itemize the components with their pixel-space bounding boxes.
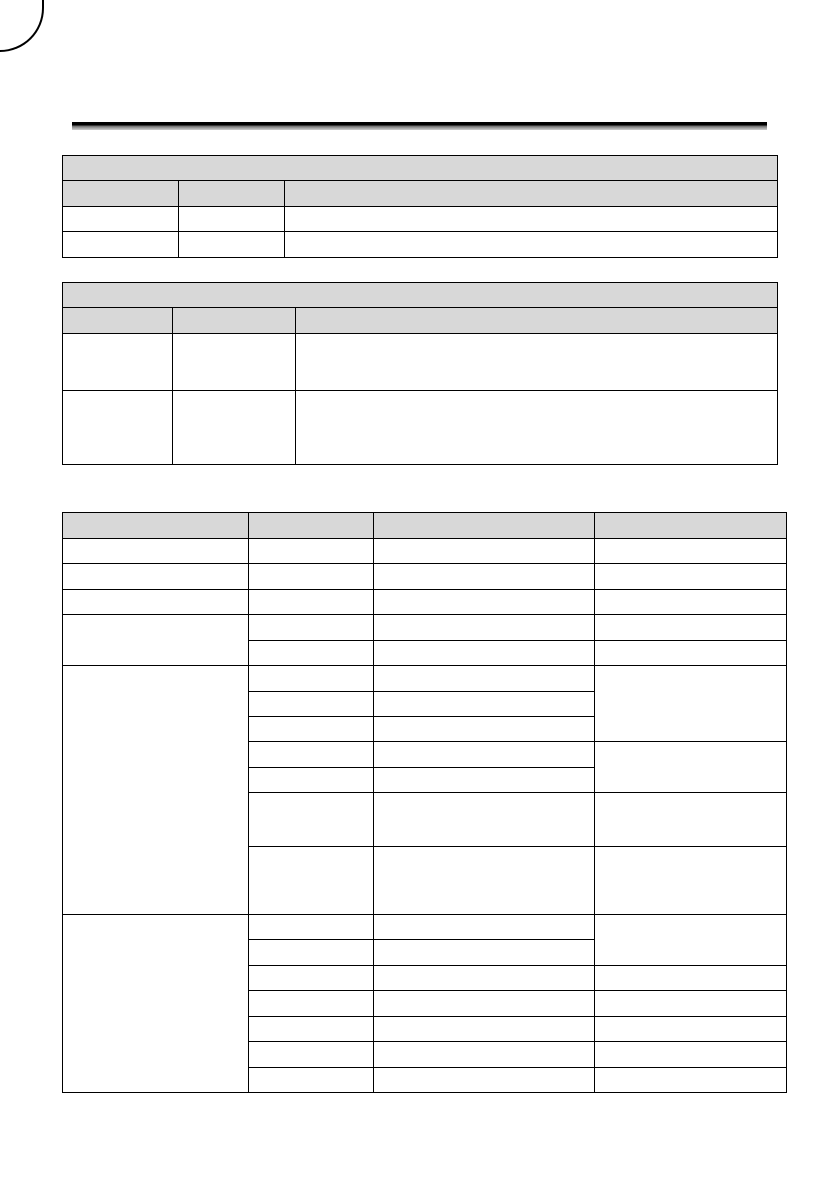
table-cell	[374, 847, 595, 915]
table-cell	[374, 666, 595, 692]
table-cell	[249, 793, 374, 847]
table-cell	[249, 692, 374, 717]
table-cell	[63, 334, 173, 391]
header-cell	[595, 513, 787, 539]
table-cell	[374, 564, 595, 590]
header-cell	[173, 308, 296, 334]
table-cell	[595, 742, 787, 793]
table-row	[63, 207, 778, 232]
table-cell	[374, 1042, 595, 1068]
table-cell	[374, 991, 595, 1017]
table-cell	[595, 1017, 787, 1042]
header-cell	[249, 513, 374, 539]
table-cell	[374, 615, 595, 641]
table-cell	[63, 232, 179, 258]
table-cell	[595, 641, 787, 666]
table-cell	[249, 539, 374, 564]
table-row	[63, 334, 778, 391]
table-cell	[63, 391, 173, 465]
table-row	[63, 915, 787, 940]
table-header-row	[63, 513, 787, 539]
table-cell	[374, 1017, 595, 1042]
table-cell	[249, 564, 374, 590]
table-cell	[374, 793, 595, 847]
table-cell	[595, 590, 787, 615]
table-cell	[63, 615, 249, 666]
table-cell	[285, 232, 778, 258]
table-cell	[296, 391, 778, 465]
table-3	[62, 512, 787, 1093]
table-cell	[595, 847, 787, 915]
table-cell	[173, 391, 296, 465]
table-row	[63, 615, 787, 641]
table-cell	[63, 915, 249, 1093]
table-1	[62, 155, 778, 258]
table-cell	[374, 940, 595, 966]
table-cell	[595, 793, 787, 847]
table-cell	[249, 940, 374, 966]
table-cell	[374, 539, 595, 564]
table-cell	[249, 1042, 374, 1068]
table-cell	[249, 1017, 374, 1042]
table-row	[63, 666, 787, 692]
table-cell	[249, 768, 374, 793]
table-cell	[296, 334, 778, 391]
table-header-row	[63, 308, 778, 334]
table-cell	[249, 847, 374, 915]
header-cell	[63, 181, 179, 207]
page-corner-mark	[0, 0, 44, 52]
table-header-row	[63, 181, 778, 207]
table-cell	[249, 615, 374, 641]
table-cell	[63, 539, 249, 564]
header-cell	[296, 308, 778, 334]
table-cell	[249, 717, 374, 742]
table-cell	[249, 966, 374, 991]
table-cell	[374, 768, 595, 793]
table-title-row	[63, 156, 778, 181]
table-cell	[595, 1068, 787, 1093]
table-cell	[63, 666, 249, 915]
table-cell	[249, 666, 374, 692]
table-cell	[374, 641, 595, 666]
table-cell	[374, 1068, 595, 1093]
table-cell	[249, 742, 374, 768]
table-cell	[374, 590, 595, 615]
table-title-row	[63, 283, 778, 308]
table-cell	[374, 692, 595, 717]
table-cell	[595, 915, 787, 966]
table-cell	[374, 966, 595, 991]
table-cell	[285, 207, 778, 232]
table-cell	[595, 564, 787, 590]
table-cell	[63, 590, 249, 615]
header-rule	[72, 122, 767, 130]
table-row	[63, 232, 778, 258]
table-row	[63, 590, 787, 615]
table-cell	[179, 207, 285, 232]
table-row	[63, 539, 787, 564]
table-cell	[595, 539, 787, 564]
table-row	[63, 391, 778, 465]
header-cell	[285, 181, 778, 207]
table-cell	[249, 641, 374, 666]
header-cell	[374, 513, 595, 539]
table-title	[63, 156, 778, 181]
table-cell	[179, 232, 285, 258]
table-cell	[595, 1042, 787, 1068]
table-cell	[374, 742, 595, 768]
table-cell	[374, 915, 595, 940]
table-cell	[249, 1068, 374, 1093]
table-cell	[249, 991, 374, 1017]
table-cell	[173, 334, 296, 391]
table-cell	[63, 564, 249, 590]
table-cell	[595, 615, 787, 641]
table-2	[62, 282, 778, 465]
table-row	[63, 564, 787, 590]
header-cell	[63, 513, 249, 539]
table-cell	[63, 207, 179, 232]
table-cell	[595, 966, 787, 991]
header-cell	[63, 308, 173, 334]
table-cell	[374, 717, 595, 742]
header-cell	[179, 181, 285, 207]
table-cell	[249, 590, 374, 615]
table-cell	[595, 666, 787, 742]
table-cell	[249, 915, 374, 940]
table-title	[63, 283, 778, 308]
table-cell	[595, 991, 787, 1017]
